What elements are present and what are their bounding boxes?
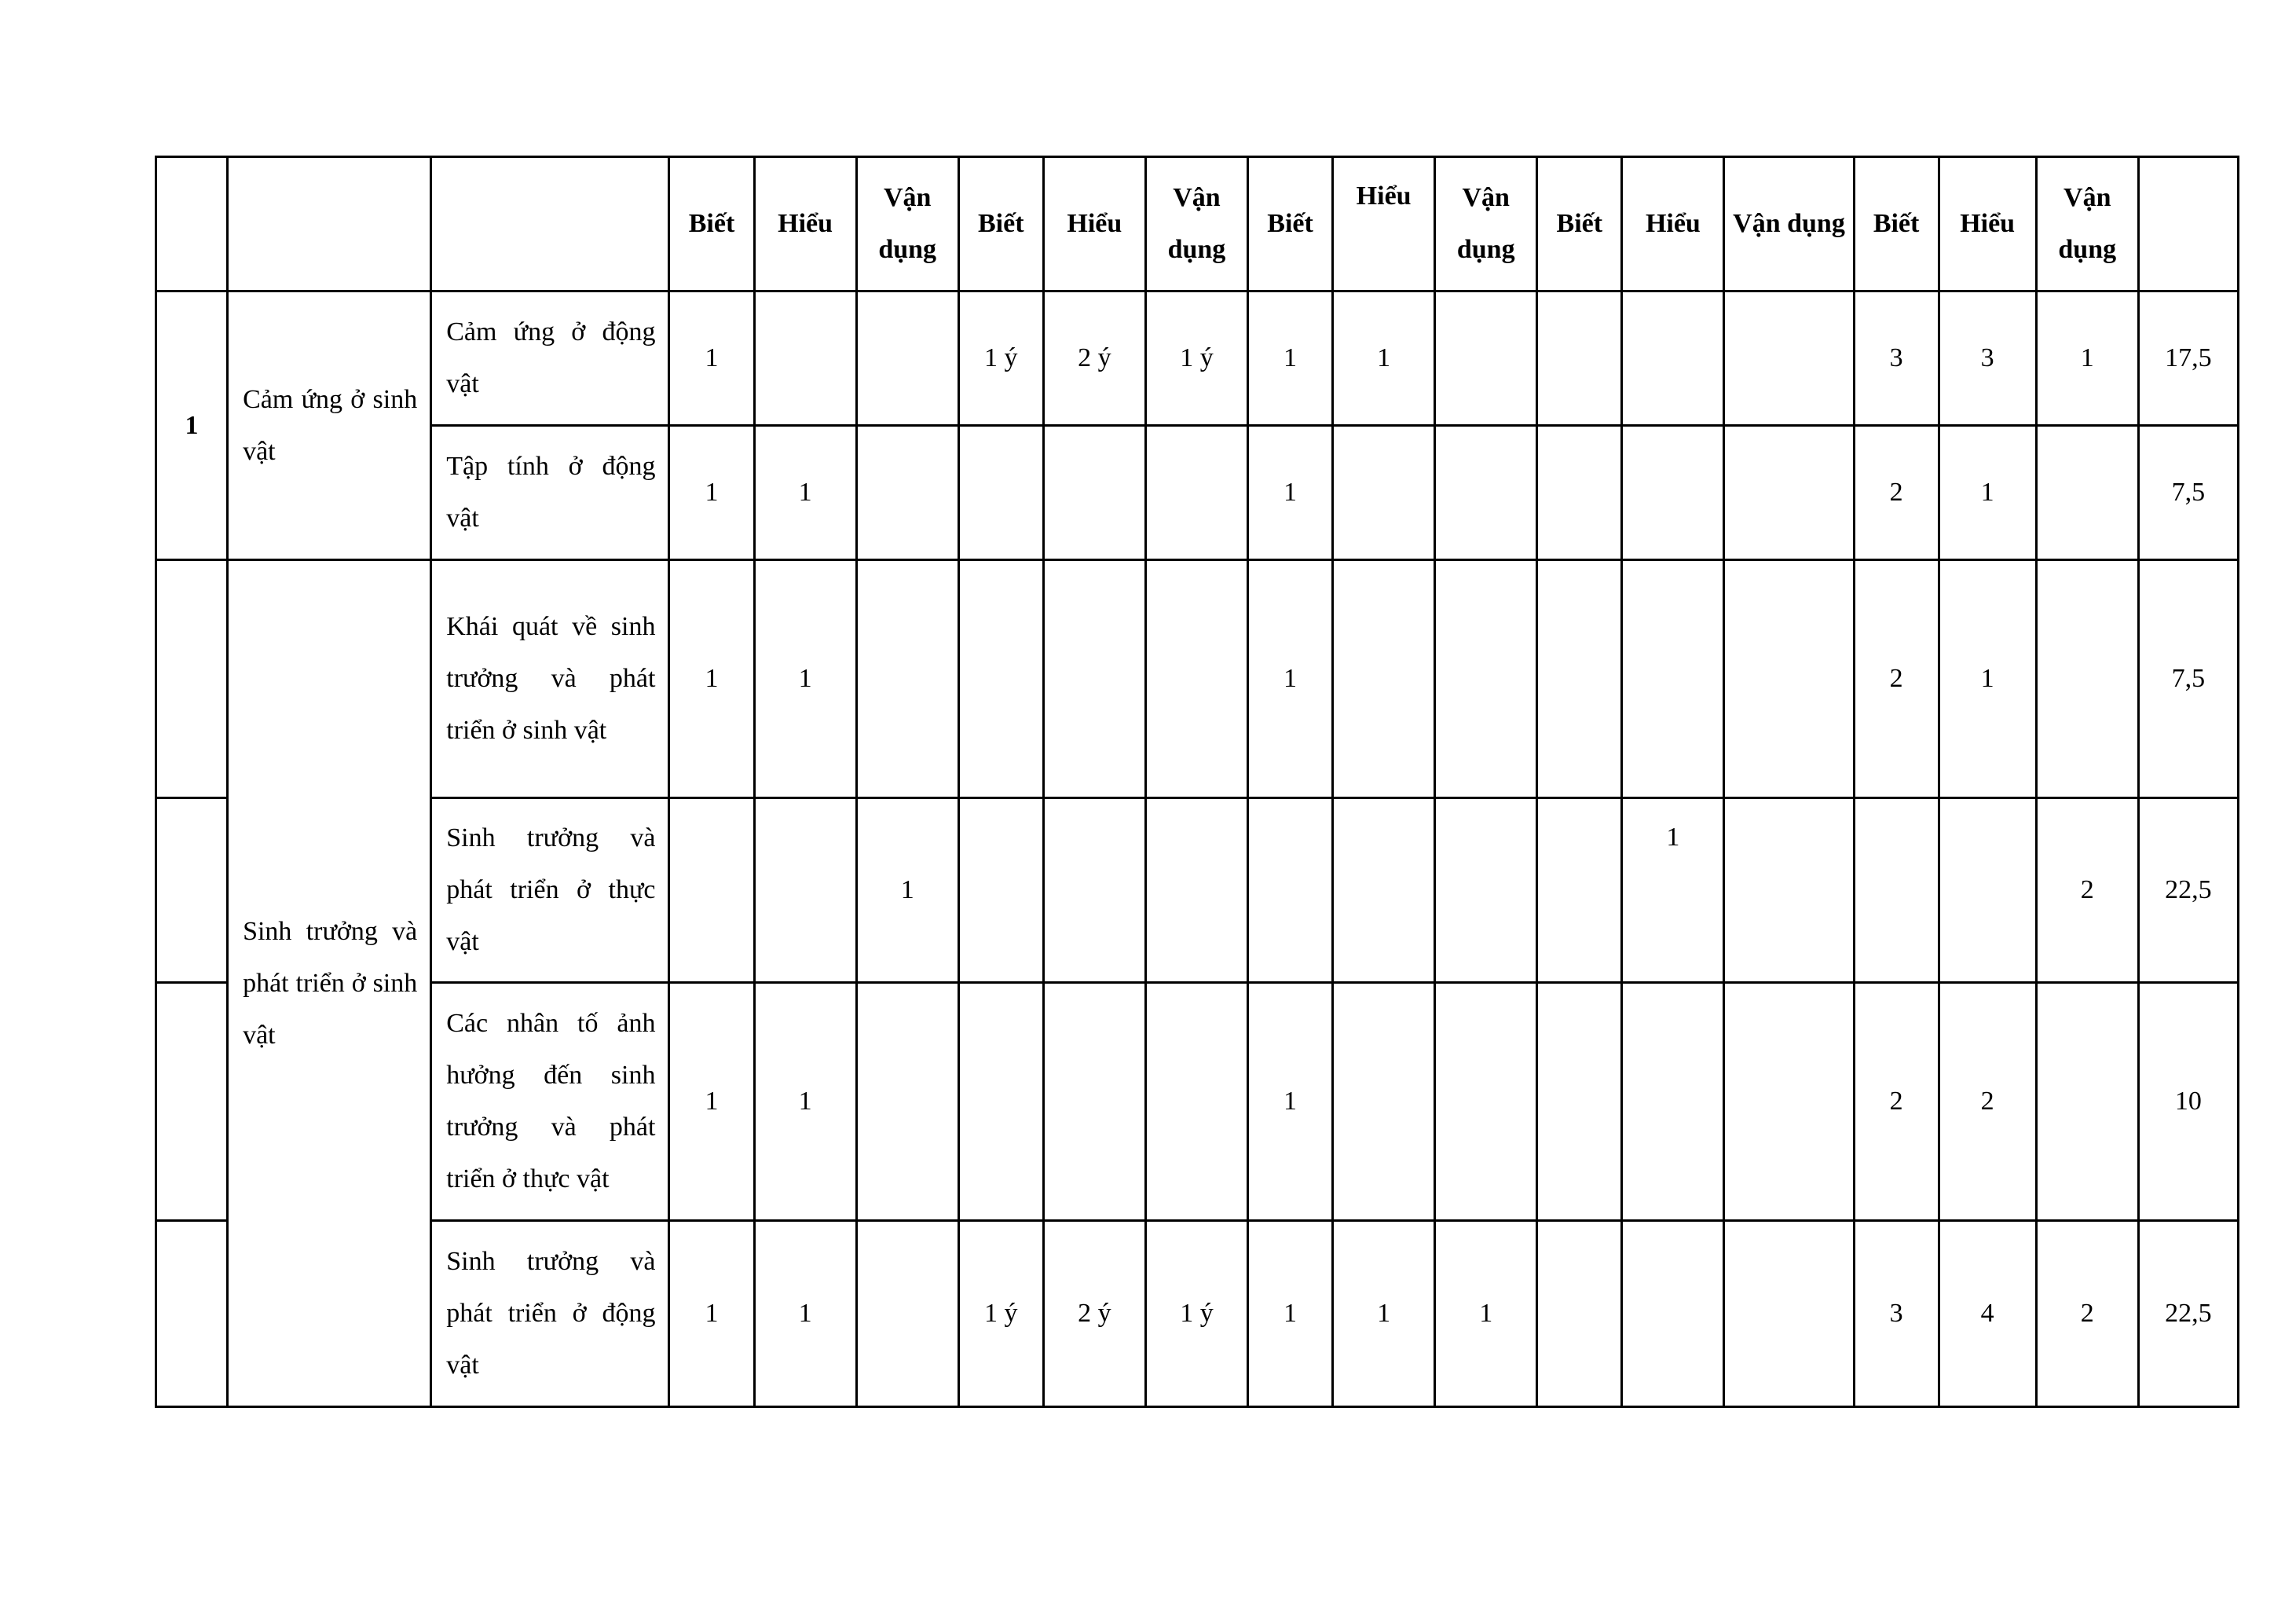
total-cell: 22,5 — [2138, 1221, 2238, 1407]
value-cell — [1043, 798, 1145, 983]
value-cell: 1 — [754, 560, 856, 798]
table-row — [156, 983, 2239, 1221]
value-cell: 2 — [1854, 560, 1939, 798]
value-cell: 1 — [1333, 1221, 1435, 1407]
value-cell — [1622, 983, 1724, 1221]
value-cell — [754, 798, 856, 983]
value-cell — [1145, 983, 1247, 1221]
value-cell — [856, 983, 958, 1221]
value-cell — [1537, 798, 1622, 983]
value-cell — [2036, 983, 2138, 1221]
header-cell — [431, 157, 669, 291]
header-cell: Biết — [1854, 157, 1939, 291]
value-cell: 2 — [1854, 983, 1939, 1221]
value-cell — [958, 983, 1043, 1221]
row-number-cell — [156, 983, 228, 1221]
value-cell: 1 ý — [1145, 291, 1247, 426]
value-cell — [1537, 1221, 1622, 1407]
header-cell: Vận dụng — [856, 157, 958, 291]
value-cell — [1537, 560, 1622, 798]
value-cell — [1622, 560, 1724, 798]
value-cell: 1 — [1248, 560, 1333, 798]
total-cell: 7,5 — [2138, 560, 2238, 798]
row-number-cell — [156, 798, 228, 983]
value-cell — [1622, 291, 1724, 426]
value-cell: 3 — [1939, 291, 2036, 426]
value-cell — [1248, 798, 1333, 983]
value-cell: 2 — [2036, 1221, 2138, 1407]
value-cell — [1854, 798, 1939, 983]
value-cell — [1724, 291, 1854, 426]
total-cell: 22,5 — [2138, 798, 2238, 983]
row-number-cell — [156, 560, 228, 798]
value-cell: 4 — [1939, 1221, 2036, 1407]
value-cell: 1 ý — [958, 291, 1043, 426]
content-cell: Khái quát về sinh trưởng và phát triển ở sinh vật — [431, 560, 669, 798]
value-cell — [754, 291, 856, 426]
value-cell — [1939, 798, 2036, 983]
header-cell: Hiểu — [1043, 157, 1145, 291]
group-number-cell: 1 — [156, 291, 228, 560]
header-cell: Vận dụng — [1145, 157, 1247, 291]
content-cell: Sinh trưởng và phát triển ở động vật — [431, 1221, 669, 1407]
total-cell: 17,5 — [2138, 291, 2238, 426]
value-cell: 2 — [1854, 426, 1939, 560]
value-cell: 1 — [1435, 1221, 1537, 1407]
content-cell: Các nhân tố ảnh hưởng đến sinh trưởng và phát triển ở thực vật — [431, 983, 669, 1221]
header-cell: Biết — [958, 157, 1043, 291]
value-cell: 2 ý — [1043, 291, 1145, 426]
value-cell — [1043, 426, 1145, 560]
value-cell — [2036, 426, 2138, 560]
value-cell: 1 — [754, 426, 856, 560]
header-cell: Biết — [1248, 157, 1333, 291]
value-cell: 2 ý — [1043, 1221, 1145, 1407]
value-cell: 1 — [754, 1221, 856, 1407]
value-cell: 1 — [1333, 291, 1435, 426]
value-cell: 1 — [2036, 291, 2138, 426]
assessment-matrix-table — [155, 156, 2239, 1408]
value-cell: 1 — [1248, 291, 1333, 426]
value-cell — [1435, 291, 1537, 426]
header-cell: Biết — [669, 157, 754, 291]
header-cell: Hiểu — [754, 157, 856, 291]
value-cell — [958, 798, 1043, 983]
value-cell — [1145, 798, 1247, 983]
value-cell — [1537, 983, 1622, 1221]
value-cell: 1 — [1248, 426, 1333, 560]
value-cell: 1 — [669, 291, 754, 426]
table-row — [156, 798, 2239, 983]
header-cell: Vận dụng — [2036, 157, 2138, 291]
header-row — [156, 157, 2239, 291]
header-cell: Vận dụng — [1435, 157, 1537, 291]
header-cell: Vận dụng — [1724, 157, 1854, 291]
value-cell: 1 — [669, 560, 754, 798]
value-cell: 1 ý — [958, 1221, 1043, 1407]
value-cell — [2036, 560, 2138, 798]
header-cell: Hiểu — [1333, 157, 1435, 291]
value-cell — [1622, 1221, 1724, 1407]
value-cell — [1043, 560, 1145, 798]
value-cell — [856, 426, 958, 560]
group-topic-cell: Sinh trưởng và phát triển ở sinh vật — [228, 560, 431, 1407]
value-cell — [856, 291, 958, 426]
value-cell — [1435, 560, 1537, 798]
header-cell: Hiểu — [1939, 157, 2036, 291]
value-cell: 2 — [1939, 983, 2036, 1221]
header-cell — [156, 157, 228, 291]
value-cell — [1333, 798, 1435, 983]
value-cell: 1 — [1622, 798, 1724, 983]
value-cell: 1 — [1939, 426, 2036, 560]
value-cell — [856, 1221, 958, 1407]
value-cell — [1333, 426, 1435, 560]
group-topic-cell: Cảm ứng ở sinh vật — [228, 291, 431, 560]
total-cell: 10 — [2138, 983, 2238, 1221]
value-cell — [1043, 983, 1145, 1221]
value-cell: 1 — [1939, 560, 2036, 798]
value-cell: 2 — [2036, 798, 2138, 983]
value-cell — [1435, 426, 1537, 560]
table-row — [156, 1221, 2239, 1407]
value-cell: 3 — [1854, 1221, 1939, 1407]
value-cell: 1 — [669, 983, 754, 1221]
value-cell — [1145, 560, 1247, 798]
value-cell — [1537, 426, 1622, 560]
value-cell: 1 — [669, 426, 754, 560]
value-cell: 1 — [669, 1221, 754, 1407]
value-cell — [1724, 560, 1854, 798]
value-cell — [1724, 798, 1854, 983]
value-cell — [1724, 983, 1854, 1221]
value-cell — [958, 560, 1043, 798]
value-cell — [1333, 560, 1435, 798]
value-cell — [1145, 426, 1247, 560]
value-cell — [856, 560, 958, 798]
table-row — [156, 560, 2239, 798]
value-cell — [669, 798, 754, 983]
header-cell — [2138, 157, 2238, 291]
header-cell — [228, 157, 431, 291]
value-cell — [1333, 983, 1435, 1221]
value-cell — [1435, 983, 1537, 1221]
value-cell: 1 — [1248, 983, 1333, 1221]
value-cell — [1724, 426, 1854, 560]
value-cell: 3 — [1854, 291, 1939, 426]
header-cell: Hiểu — [1622, 157, 1724, 291]
header-cell: Biết — [1537, 157, 1622, 291]
value-cell — [1537, 291, 1622, 426]
content-cell: Sinh trưởng và phát triển ở thực vật — [431, 798, 669, 983]
value-cell — [1622, 426, 1724, 560]
value-cell — [1724, 1221, 1854, 1407]
value-cell: 1 — [856, 798, 958, 983]
total-cell: 7,5 — [2138, 426, 2238, 560]
value-cell: 1 — [754, 983, 856, 1221]
table-row — [156, 291, 2239, 426]
row-number-cell — [156, 1221, 228, 1407]
table-row — [156, 426, 2239, 560]
content-cell: Cảm ứng ở động vật — [431, 291, 669, 426]
value-cell: 1 ý — [1145, 1221, 1247, 1407]
value-cell: 1 — [1248, 1221, 1333, 1407]
value-cell — [958, 426, 1043, 560]
value-cell — [1435, 798, 1537, 983]
content-cell: Tập tính ở động vật — [431, 426, 669, 560]
